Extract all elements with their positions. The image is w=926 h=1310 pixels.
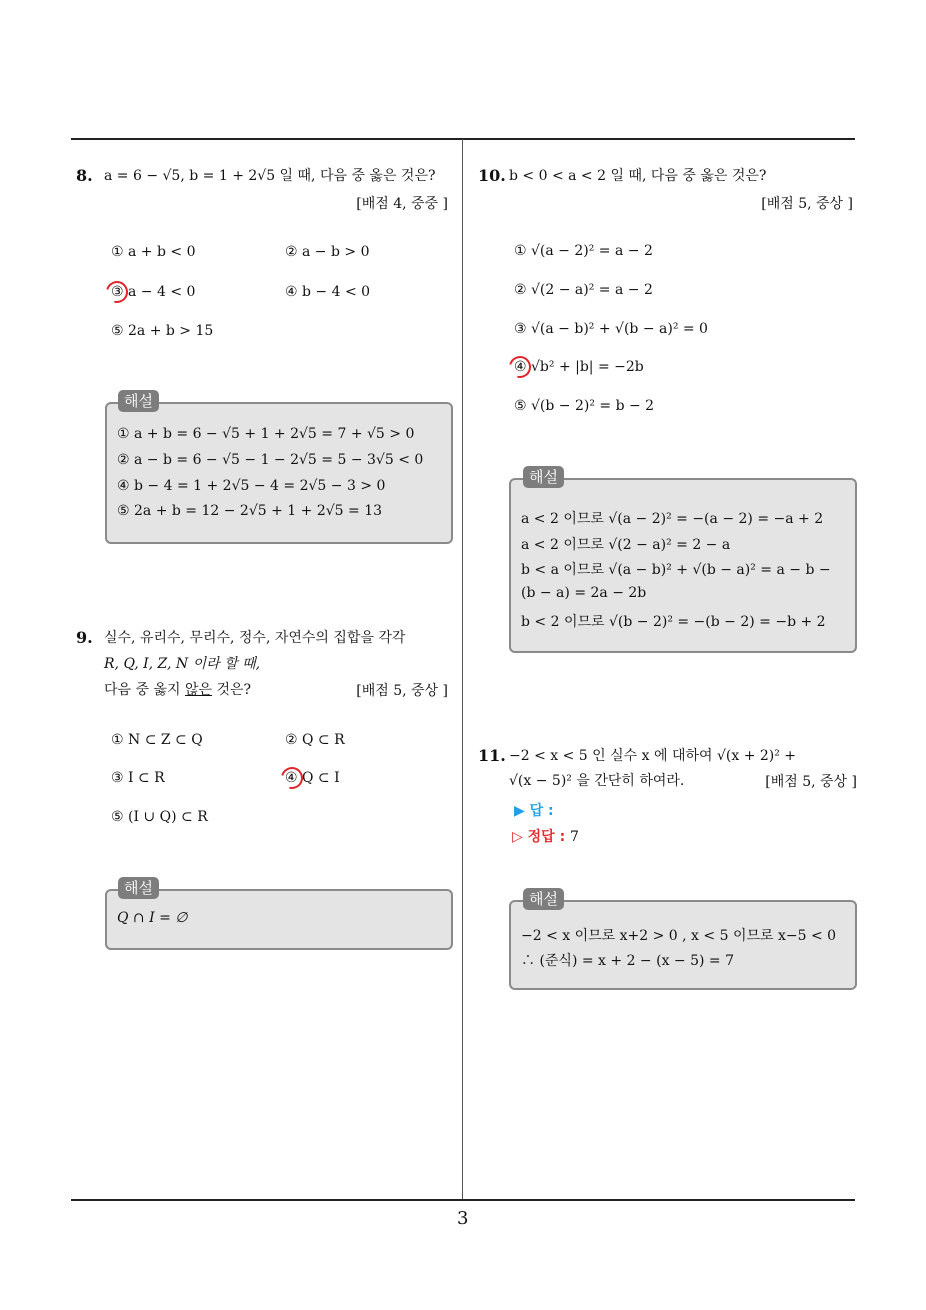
- solution-line: a < 2 이므로 √(2 − a)² = 2 − a: [521, 537, 731, 553]
- solution-tag: 해설: [118, 390, 159, 412]
- choice-3[interactable]: ③ a − 4 < 0: [111, 284, 196, 300]
- choice-1[interactable]: ① N ⊂ Z ⊂ Q: [111, 732, 203, 748]
- question-text: b < 0 < a < 2 일 때, 다음 중 옳은 것은?: [509, 168, 767, 184]
- solution-line: ① a + b = 6 − √5 + 1 + 2√5 = 7 + √5 > 0: [117, 426, 415, 442]
- question-meta: [배점 5, 중상 ]: [765, 774, 857, 790]
- solution-line: (b − a) = 2a − 2b: [521, 585, 647, 601]
- question-text-part: 다음 중 옳지: [104, 682, 185, 698]
- solution-tag: 해설: [118, 877, 159, 899]
- correct-answer-label: ▷ 정답 :: [512, 829, 566, 845]
- question-text-part: 것은?: [212, 682, 252, 698]
- solution-line: ② a − b = 6 − √5 − 1 − 2√5 = 5 − 3√5 < 0: [117, 452, 424, 468]
- solution-line: −2 < x 이므로 x+2 > 0 , x < 5 이므로 x−5 < 0: [521, 928, 837, 944]
- answer-mark-icon: [277, 763, 307, 793]
- choice-5[interactable]: ⑤ √(b − 2)² = b − 2: [514, 398, 655, 414]
- answer-label: ▶ 답 :: [514, 803, 554, 819]
- solution-box: [105, 402, 453, 544]
- solution-tag: 해설: [523, 466, 564, 488]
- correct-answer-value: 7: [570, 829, 579, 845]
- solution-line: Q ∩ I = ∅: [117, 910, 188, 926]
- choice-4[interactable]: ④ √b² + |b| = −2b: [514, 359, 644, 375]
- question-text-line-1: −2 < x < 5 인 실수 x 에 대하여 √(x + 2)² +: [509, 748, 797, 764]
- question-number: 11.: [478, 746, 506, 765]
- choice-4[interactable]: ④ Q ⊂ I: [285, 770, 340, 786]
- question-text-line-1: 실수, 유리수, 무리수, 정수, 자연수의 집합을 각각: [104, 630, 406, 646]
- choice-4[interactable]: ④ b − 4 < 0: [285, 284, 371, 300]
- choice-5[interactable]: ⑤ (I ∪ Q) ⊂ R: [111, 809, 208, 825]
- choice-1[interactable]: ① √(a − 2)² = a − 2: [514, 243, 653, 259]
- question-text: a = 6 − √5, b = 1 + 2√5 일 때, 다음 중 옳은 것은?: [104, 168, 436, 184]
- solution-line: ④ b − 4 = 1 + 2√5 − 4 = 2√5 − 3 > 0: [117, 478, 386, 494]
- question-text-line-2: √(x − 5)² 을 간단히 하여라.: [509, 773, 685, 789]
- question-text-line-2: R, Q, I, Z, N 이라 할 때,: [104, 656, 261, 672]
- bottom-rule: [71, 1199, 855, 1201]
- column-divider: [462, 139, 463, 1201]
- choice-2[interactable]: ② √(2 − a)² = a − 2: [514, 282, 653, 298]
- choice-1[interactable]: ① a + b < 0: [111, 244, 196, 260]
- question-meta: [배점 5, 중상 ]: [761, 196, 853, 212]
- choice-2[interactable]: ② Q ⊂ R: [285, 732, 345, 748]
- choice-3[interactable]: ③ I ⊂ R: [111, 770, 165, 786]
- choice-5[interactable]: ⑤ 2a + b > 15: [111, 323, 214, 339]
- solution-box: [509, 900, 857, 990]
- solution-line: ∴ (준식) = x + 2 − (x − 5) = 7: [521, 953, 735, 969]
- correct-answer: [512, 826, 579, 846]
- solution-line: b < 2 이므로 √(b − 2)² = −(b − 2) = −b + 2: [521, 614, 826, 630]
- question-meta: [배점 4, 중중 ]: [356, 196, 448, 212]
- solution-tag: 해설: [523, 888, 564, 910]
- emphasis-underline: 않은: [184, 682, 213, 698]
- choice-3[interactable]: ③ √(a − b)² + √(b − a)² = 0: [514, 321, 708, 337]
- page-number: 3: [457, 1208, 469, 1229]
- solution-line: ⑤ 2a + b = 12 − 2√5 + 1 + 2√5 = 13: [117, 503, 383, 519]
- answer-mark-icon: [505, 352, 535, 382]
- answer-mark-icon: [102, 277, 132, 307]
- question-number: 9.: [76, 628, 93, 647]
- top-rule: [71, 138, 855, 140]
- question-meta: [배점 5, 중상 ]: [356, 683, 448, 699]
- question-number: 10.: [478, 166, 506, 185]
- choice-2[interactable]: ② a − b > 0: [285, 244, 370, 260]
- solution-line: b < a 이므로 √(a − b)² + √(b − a)² = a − b −: [521, 562, 831, 578]
- question-text-line-3: [104, 677, 251, 703]
- question-number: 8.: [76, 166, 93, 185]
- solution-line: a < 2 이므로 √(a − 2)² = −(a − 2) = −a + 2: [521, 511, 824, 527]
